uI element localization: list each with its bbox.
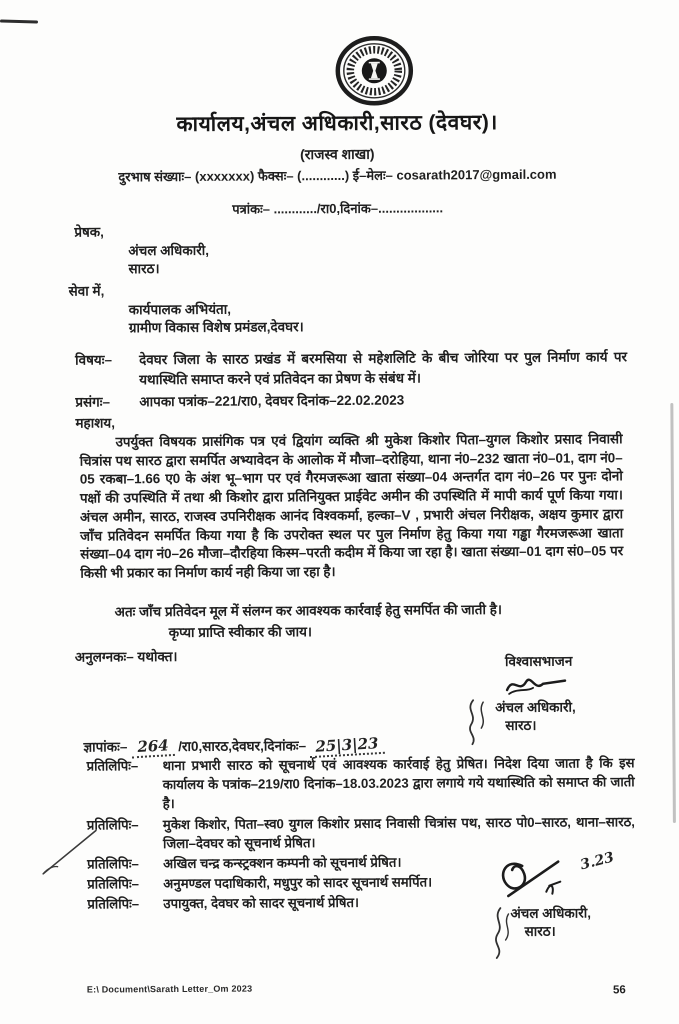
branch-name: (राजस्व शाखा) bbox=[300, 145, 375, 163]
closing-word: विश्वासभाजन bbox=[504, 653, 573, 669]
recipient-name: कार्यपालक अभियंता, bbox=[128, 301, 232, 318]
copy-row bbox=[87, 812, 635, 854]
signature1-designation: अंचल अधिकारी, bbox=[495, 699, 576, 716]
signature2-place: सारठ। bbox=[524, 923, 556, 939]
signature1-place: सारठ। bbox=[505, 717, 537, 733]
contact-line: दुरभाष संख्याः– (xxxxxxx) फैक्सः– (............) ई–मेलः– cosarath2017@gmail.com bbox=[118, 166, 557, 185]
reference-label: प्रसंगः– bbox=[75, 394, 111, 410]
copy-text: थाना प्रभारी सारठ को सूचनार्थ एवं आवश्यक कार्रवाई हेतु प्रेषित। निदेश दिया जाता है कि इस कार्यालय के पत्रांक–219/रा0 दिनांक–18.03.2023 द्वारा लगाये गये यथास्थिति को समाप्त की जाती है। bbox=[162, 755, 635, 812]
memo-label: ज्ञापांकः– bbox=[83, 739, 128, 755]
copy-label: प्रतिलिपिः– bbox=[87, 876, 140, 892]
memo-number-handwritten: 264 bbox=[131, 736, 175, 758]
copy-text: अखिल चन्द्र कन्स्ट्रक्शन कम्पनी को सूचनार्थ प्रेषित। bbox=[163, 854, 402, 872]
page-number: 56 bbox=[612, 984, 626, 997]
subject-text: देवघर जिला के सारठ प्रखंड में बरमसिया से महेशलिटि के बीच जोरिया पर पुल निर्माण कार्य पर यथास्थिति समाप्त करने एवं प्रतिवेदन का प्रेषण के संबंध में। bbox=[139, 349, 628, 388]
signature2-scribble-icon bbox=[494, 851, 644, 908]
memo-date-handwritten: 25|3|23 bbox=[309, 734, 385, 758]
national-emblem-icon bbox=[334, 36, 414, 106]
signature2-date-handwritten: 3.23 bbox=[578, 849, 616, 874]
copy-row bbox=[86, 753, 634, 814]
subject-label: विषयः– bbox=[75, 352, 112, 368]
page-edge-shadow bbox=[670, 403, 676, 823]
copy-label: प्रतिलिपिः– bbox=[87, 856, 139, 872]
copy-label: प्रतिलिपिः– bbox=[86, 816, 139, 833]
reference-text: आपका पत्रांक–221/रा0, देवघर दिनांक–22.02.2023 bbox=[139, 392, 405, 410]
signature1-scribble-icon bbox=[499, 671, 589, 698]
footer-file-path: E:\ Document\Sarath Letter_Om 2023 bbox=[86, 983, 253, 995]
reference-row bbox=[75, 389, 627, 412]
recipient-label: सेवा में, bbox=[68, 283, 105, 299]
sender-place: सारठ। bbox=[128, 261, 160, 277]
signature2-block bbox=[494, 851, 675, 940]
body-paragraph: उपर्युक्त विषयक प्रासंगिक पत्र एवं द्वियांग व्यक्ति श्री मुकेश किशोर पिता–युगल किशोर प्रसाद निवासी चित्रांस पथ सारठ द्वारा समर्पित अभ्यावेदन के आलोक में मौजा–दरोहिया, थाना नं0–232 खाता नं0–01, दाग नं0–05 रकबा–1.66 ए0 के अंश भू–भाग पर एवं गैरमजरूआ खाता संख्या–04 अन्तर्गत दाग नं0–26 पर पुनः दोनो पक्षों की उपस्थिति में तथा श्री किशोर द्वारा प्रतिनियुक्त प्राईवेट अमीन की उपस्थिति में मापी कार्य पूर्ण किया गया। अंचल अमीन, सारठ, राजस्व उपनिरीक्षक आनंद विश्वकर्मा, हल्का–V , प्रभारी अंचल निरीक्षक, अक्षय कुमार द्वारा जाँच प्रतिवेदन समर्पित किया गया है कि उपरोक्त स्थल पर पुल निर्माण हेतु किया गया गड्ढा गैरमजरूआ खाता संख्या–04 दाग नं0–26 मौजा–दौरहिया किस्म–परती कदीम में किया जा रहा है। खाता संख्या–01 दाग सं0–05 पर किसी भी प्रकार का निर्माण कार्य नही किया जा रहा है। bbox=[79, 431, 624, 581]
copy-text: उपायुक्त, देवघर को सादर सूचनार्थ प्रेषित। bbox=[163, 895, 360, 912]
tick-mark-icon bbox=[40, 821, 102, 877]
copy-text: मुकेश किशोर, पिता–स्व0 युगल किशोर प्रसाद निवासी चित्रांस पथ, सारठ पो0–सारठ, थाना–सारठ, जिला–देवघर को सूचनार्थ प्रेषित। bbox=[162, 813, 635, 851]
memo-middle: /रा0,सारठ,देवघर,दिनांकः– bbox=[178, 738, 307, 754]
letter-ref-line: पत्रांकः– ............/रा0,दिनांक–.................. bbox=[232, 200, 444, 217]
salutation: महाशय, bbox=[75, 415, 115, 431]
enclosure-line: अनुलग्नकः– यथोक्त। bbox=[74, 648, 178, 665]
sender-label: प्रेषक, bbox=[74, 224, 104, 240]
signature1-block bbox=[471, 651, 651, 734]
stamp-scribble-icon bbox=[488, 906, 518, 962]
sender-name: अंचल अधिकारी, bbox=[128, 242, 209, 259]
acknowledge-line: कृप्या प्राप्ति स्वीकार की जाय। bbox=[168, 624, 313, 641]
recipient-org: ग्रामीण विकास विशेष प्रमंडल,देवघर। bbox=[128, 319, 304, 336]
signature2-designation: अंचल अधिकारी, bbox=[510, 905, 592, 921]
copy-text: अनुमण्डल पदाधिकारी, मधुपुर को सादर सूचनार्थ समर्पित। bbox=[163, 874, 433, 892]
copy-label: प्रतिलिपिः– bbox=[86, 758, 139, 774]
stamp-scribble-icon bbox=[463, 696, 497, 748]
copy-label: प्रतिलिपिः– bbox=[87, 896, 140, 912]
office-title: कार्यालय,अंचल अधिकारी,सारठ (देवघर)। bbox=[176, 111, 498, 136]
closing-line: अतः जाँच प्रतिवेदन मूल में संलग्न कर आवश्यक कार्रवाई हेतु समर्पित की जाती है। bbox=[114, 602, 503, 620]
subject-row bbox=[75, 347, 627, 390]
